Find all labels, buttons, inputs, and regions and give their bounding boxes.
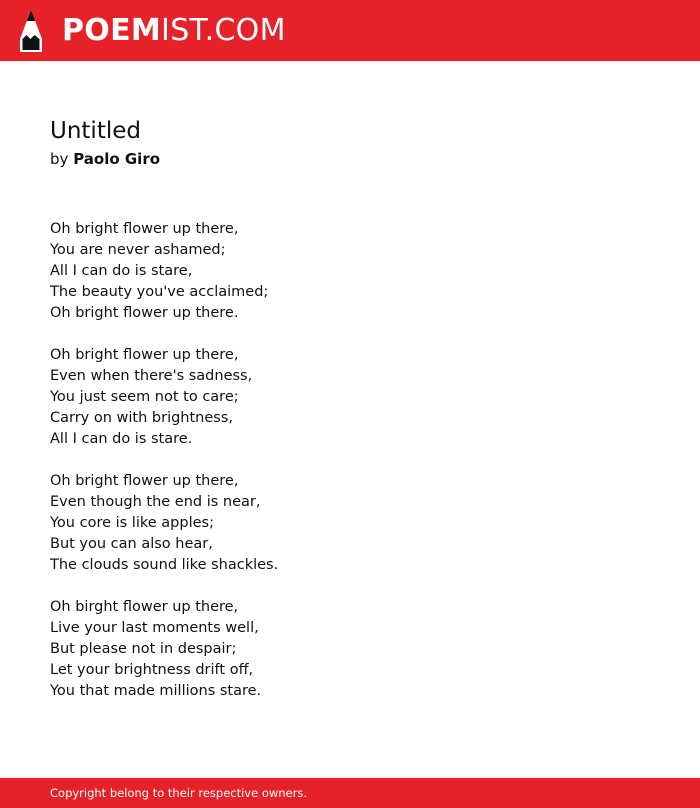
pencil-tip-icon [18, 9, 44, 53]
poem-line: Let your brightness drift off, [50, 662, 254, 678]
stanza [50, 471, 650, 576]
poem-line: Oh bright flower up there. [50, 305, 239, 321]
poem-line: You just seem not to care; [50, 389, 239, 405]
byline-prefix: by [50, 150, 69, 168]
stanza [50, 219, 650, 324]
poem-line: Oh birght flower up there, [50, 599, 239, 615]
poem-line: The beauty you've acclaimed; [50, 284, 269, 300]
poem-line: Carry on with brightness, [50, 410, 234, 426]
poem-line: Live your last moments well, [50, 620, 259, 636]
site-header [0, 0, 700, 61]
poem-line: Even though the end is near, [50, 494, 261, 510]
poem-title: Untitled [50, 118, 141, 144]
stanza [50, 597, 650, 702]
poem-line: All I can do is stare, [50, 263, 193, 279]
poem-line: Even when there's sadness, [50, 368, 253, 384]
poem-line: But please not in despair; [50, 641, 237, 657]
poem-line: You core is like apples; [50, 515, 214, 531]
poem-line: All I can do is stare. [50, 431, 193, 447]
poem-author: Paolo Giro [73, 150, 161, 168]
stanza [50, 345, 650, 450]
logo-wordmark [62, 12, 286, 48]
poem-line: Oh bright flower up there, [50, 221, 239, 237]
poem-byline [50, 149, 160, 169]
poem-line: Oh bright flower up there, [50, 347, 239, 363]
copyright-notice: Copyright belong to their respective owners. [50, 786, 308, 800]
site-footer [0, 778, 700, 808]
poem-line: But you can also hear, [50, 536, 213, 552]
poem-line: The clouds sound like shackles. [50, 557, 279, 573]
logo-wordmark-bold: POEM [62, 12, 162, 48]
poem-line: You that made millions stare. [50, 683, 262, 699]
logo-wordmark-light: IST.COM [161, 12, 286, 48]
poem-body [50, 219, 650, 723]
poem-line: You are never ashamed; [50, 242, 226, 258]
poem-line: Oh bright flower up there, [50, 473, 239, 489]
site-logo[interactable] [18, 8, 286, 53]
